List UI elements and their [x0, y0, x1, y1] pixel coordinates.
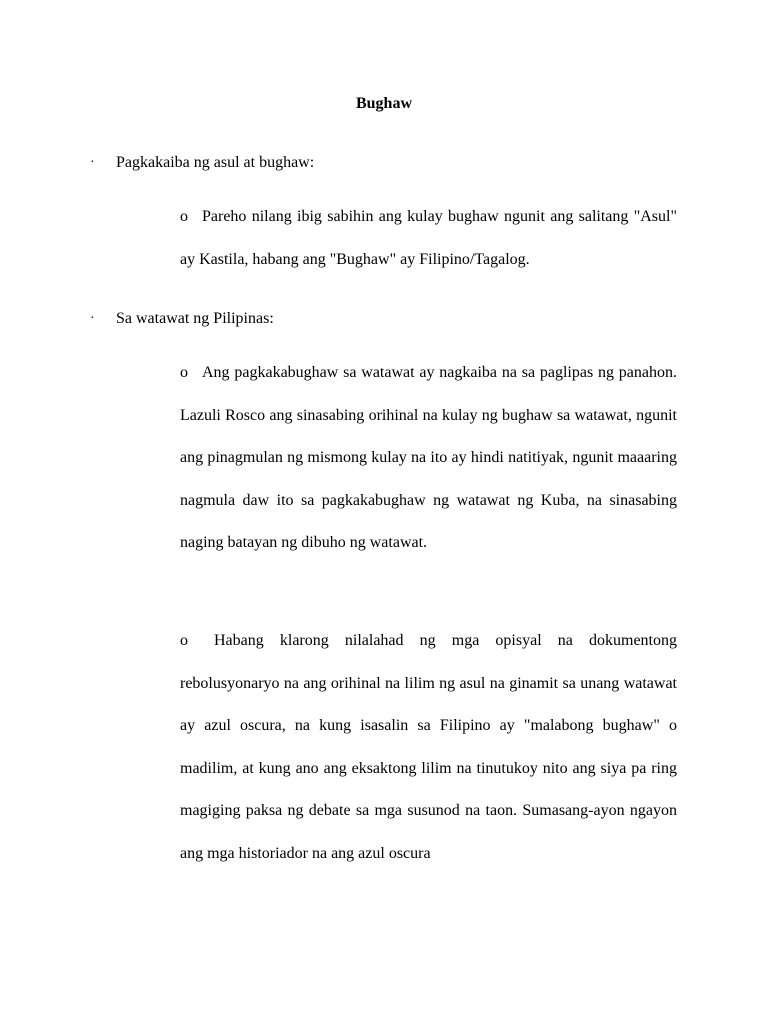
section-heading-text: Sa watawat ng Pilipinas: — [116, 310, 274, 327]
bullet-icon: · — [90, 155, 95, 170]
sub-item-text: Pareho nilang ibig sabihin ang kulay bughaw ngunit ang salitang "Asul" ay Kastila, habang ang "Bughaw" ay Filipino/Tagalog. — [180, 208, 677, 268]
sub-bullet-icon: o — [180, 364, 188, 381]
section-heading-pagkakaiba — [90, 153, 314, 173]
sub-item-paragraph — [180, 196, 677, 281]
sub-bullet-icon: o — [180, 632, 188, 649]
section-heading-watawat — [90, 309, 274, 329]
sub-item-paragraph — [180, 620, 677, 875]
sub-item-text: Ang pagkakabughaw sa watawat ay nagkaiba na sa paglipas ng panahon. Lazuli Rosco ang sinasabing orihinal na kulay ng bughaw sa watawat, ngunit ang pinagmulan ng mismong kulay na ito ay hindi natitiyak, ngunit maaaring nagmula daw ito sa pagkakabughaw ng watawat ng Kuba, na sinasabing naging batayan ng dibuho ng watawat. — [180, 364, 677, 551]
bullet-icon: · — [90, 311, 95, 326]
sub-bullet-icon: o — [180, 208, 188, 225]
sub-item-text: Habang klarong nilalahad ng mga opisyal na dokumentong rebolusyonaryo na ang orihinal na lilim ng asul na ginamit sa unang watawat ay azul oscura, na kung isasalin sa Filipino ay "malabong bughaw" o madilim, at kung ano ang eksaktong lilim na tinutukoy nito ang siya pa ring magiging paksa ng debate sa mga susunod na taon. Sumasang-ayon ngayon ang mga historiador na ang azul oscura — [180, 632, 677, 862]
section-heading-text: Pagkakaiba ng asul at bughaw: — [116, 154, 315, 171]
document-title: Bughaw — [355, 95, 413, 112]
sub-item-paragraph — [180, 352, 677, 565]
